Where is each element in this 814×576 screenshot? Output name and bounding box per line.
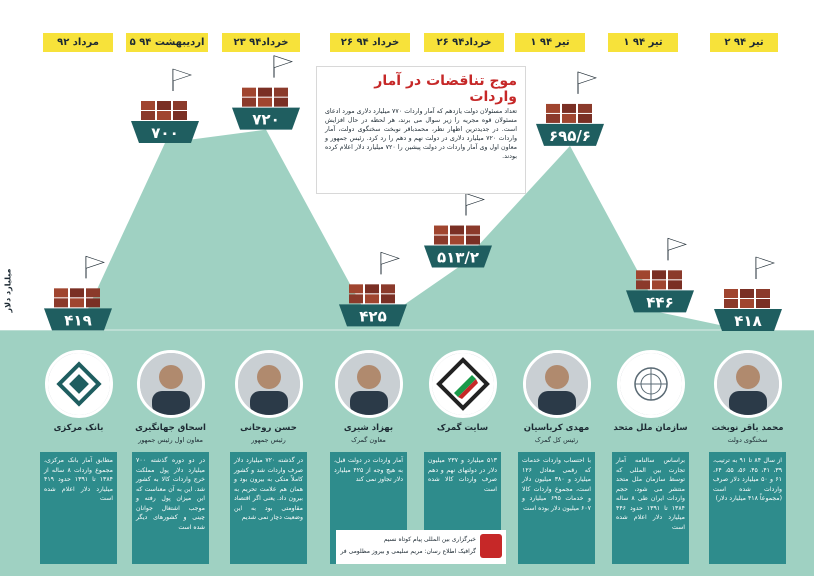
source-statement: در دو دوره گذشته ۷۰۰ میلیارد دلار پول مملکت خرج واردات کالا به کشور شد. این به آن معناست که این میزان پول رفته و موجب اشتغال جوانان چینی و کشورهای دیگر شده است	[132, 452, 209, 564]
flag-icon	[466, 194, 484, 206]
ship-value-label: ۷۰۰	[151, 124, 179, 142]
credit-line-1: خبرگزاری بین المللی پیام کوتاه نسیم	[383, 536, 476, 543]
source-column	[709, 350, 786, 566]
date-tag: مرداد ۹۲	[43, 33, 113, 52]
portrait-icon	[523, 350, 591, 418]
source-column	[132, 350, 209, 566]
cargo-container	[578, 104, 592, 113]
cargo-container	[349, 294, 363, 303]
ship-mark	[536, 72, 604, 146]
ship-mark	[626, 238, 694, 312]
flag-icon	[274, 56, 292, 68]
ship-value-label: ۵۱۳/۲	[436, 248, 480, 267]
portrait-icon	[235, 350, 303, 418]
cargo-container	[434, 226, 448, 235]
cargo-container	[636, 280, 650, 289]
source-column	[612, 350, 689, 566]
ship-value-label: ۷۲۰	[252, 110, 280, 129]
cargo-container	[652, 280, 666, 289]
cargo-container	[381, 284, 395, 293]
page-title: موج تناقضات در آمار واردات	[374, 73, 517, 105]
source-name: بهزاد شیری	[343, 423, 394, 433]
source-name: محمد باقر نوبخت	[711, 423, 784, 433]
portrait-icon	[137, 350, 205, 418]
cargo-container	[466, 226, 480, 235]
date-tag: ۵ اردیبهشت ۹۴	[126, 33, 208, 52]
cargo-container	[450, 236, 464, 245]
source-column	[230, 350, 307, 566]
cargo-container	[242, 88, 256, 97]
cargo-container	[636, 270, 650, 279]
flag-icon	[173, 69, 191, 81]
intro-text: تعداد مسئولان دولت یازدهم که آمار واردات ۷۷۰ میلیارد دلاری مورد ادعای مسئولان قوه مجریه را زیر سوال می برند، هر لحظه در حال افزایش است. در جدیدترین اظهار نظر، محمدباقر نوبخت سخنگوی دولت، آمار واردات ۷۲۰ میلیارد دلاری در دولت نهم و دهم را رد کرد. رئیس جمهور و معاون اول وی آمار واردات در دولت پیشین را ۷۲۰ میلیارد دلار اعلام کرده بودند.	[325, 108, 517, 160]
ship-value-label: ۴۲۵	[359, 307, 387, 326]
cargo-container	[365, 294, 379, 303]
date-tag: ۱ تیر ۹۴	[608, 33, 678, 52]
cargo-container	[546, 114, 560, 123]
cargo-container	[54, 288, 68, 297]
credit-box	[336, 530, 506, 564]
cargo-container	[652, 270, 666, 279]
ship-mark	[131, 69, 199, 143]
cargo-container	[258, 98, 272, 107]
source-name: اسحاق جهانگیری	[135, 423, 206, 433]
ship-value-label: ۴۱۸	[734, 312, 762, 330]
flag-icon	[578, 72, 596, 84]
cargo-container	[258, 88, 272, 97]
cargo-container	[381, 294, 395, 303]
ship-value-label: ۴۴۶	[646, 293, 674, 312]
cargo-container	[70, 298, 84, 307]
source-name: مهدی کرباسیان	[523, 423, 590, 433]
cargo-container	[141, 101, 155, 110]
source-name: بانک مرکزی	[53, 423, 104, 433]
flag-icon	[381, 252, 399, 264]
cargo-container	[756, 289, 770, 298]
cargo-container	[173, 111, 187, 120]
cargo-container	[740, 299, 754, 308]
date-tag: ۲۳ خرداد۹۴	[222, 33, 300, 52]
cargo-container	[157, 111, 171, 120]
cargo-container	[668, 270, 682, 279]
cargo-container	[54, 298, 68, 307]
cargo-container	[365, 284, 379, 293]
cargo-container	[740, 289, 754, 298]
date-tag: ۲۶ خرداد ۹۴	[330, 33, 410, 52]
source-role: رئیس جمهور	[251, 436, 286, 444]
cargo-container	[562, 114, 576, 123]
cargo-container	[434, 236, 448, 245]
source-statement: ۵۱۳ میلیارد و ۲۳۷ میلیون دلار در دولتهای نهم و دهم صرف واردات کالا شده است	[424, 452, 501, 564]
source-statement: آمار واردات در دولت قبل، به هیچ وجه از ۴۲۵ میلیارد دلار تجاوز نمی کند	[330, 452, 407, 564]
source-column	[40, 350, 117, 566]
source-name: حسن روحانی	[240, 423, 297, 433]
customs-logo-icon	[429, 350, 497, 418]
cargo-container	[724, 299, 738, 308]
cargo-container	[157, 101, 171, 110]
agency-logo-icon	[480, 534, 502, 558]
cargo-container	[546, 104, 560, 113]
cargo-container	[724, 289, 738, 298]
source-statement: از سال ۸۴ تا ۹۱ به ترتیب، ۳۹، ۴۱، ۴۵، ۵۶، ۵۵، ۶۴، ۶۱ و ۵۰ میلیارد دلار صرف واردات شده است (مجموعاً ۴۱۸ میلیارد دلار)	[709, 452, 786, 564]
portrait-icon	[335, 350, 403, 418]
cargo-container	[562, 104, 576, 113]
cargo-container	[173, 101, 187, 110]
ship-value-label: ۴۱۹	[64, 311, 92, 330]
central-bank-logo-icon	[45, 350, 113, 418]
source-role: سخنگوی دولت	[727, 436, 768, 444]
flag-icon	[668, 238, 686, 250]
cargo-container	[242, 98, 256, 107]
cargo-container	[70, 288, 84, 297]
cargo-container	[141, 111, 155, 120]
flag-icon	[756, 257, 774, 269]
ship-mark	[424, 194, 492, 268]
cargo-container	[274, 98, 288, 107]
unit-label: میلیارد دلار	[3, 268, 13, 313]
ship-mark	[339, 252, 407, 326]
cargo-container	[450, 226, 464, 235]
cargo-container	[668, 280, 682, 289]
cargo-container	[274, 88, 288, 97]
cargo-container	[466, 236, 480, 245]
source-statement: در گذشته ۷۲۰ میلیارد دلار صرف واردات شد و کشور کاملاً متکی به بیرون بود و همان هم علامت تحریم به بیرون داد. یعنی اگر اقتصاد مقاومتی بود به این وضعیت دچار نمی شدیم	[230, 452, 307, 564]
source-role: معاون گمرک	[351, 436, 386, 444]
date-tag: ۲ تیر ۹۴	[710, 33, 778, 52]
portrait-icon	[714, 350, 782, 418]
source-column	[518, 350, 595, 566]
source-statement: مطابق آمار بانک مرکزی، مجموع واردات ۸ ساله از ۱۳۸۴ تا ۱۳۹۱ حدود ۴۱۹ میلیارد دلار اعلام شده است	[40, 452, 117, 564]
cargo-container	[349, 284, 363, 293]
source-role: رئیس کل گمرک	[534, 436, 579, 444]
date-tag: ۱ تیر ۹۴	[515, 33, 585, 52]
source-statement: با احتساب واردات خدمات که رقمی معادل ۱۲۶ میلیارد و ۳۸۰ میلیون دلار است، مجموع واردات کالا و خدمات ۶۹۵ میلیارد و ۶۰۷ میلیون دلار بوده است	[518, 452, 595, 564]
source-statement: براساس سالنامه آمار تجارت بین المللی که توسط سازمان ملل متحد منتشر می شود، حجم واردات ایران طی ۸ ساله ۱۳۸۴ تا ۱۳۹۱ حدود ۴۴۶ میلیارد دلار اعلام شده است	[612, 452, 689, 564]
date-tag: ۲۶ خرداد۹۴	[424, 33, 504, 52]
cargo-container	[578, 114, 592, 123]
credit-line-2: گرافیک اطلاع رسان: مریم سلیمی و بیروز مظلومی فر	[340, 548, 476, 555]
source-name: سایت گمرک	[436, 423, 489, 433]
source-role: معاون اول رئیس جمهور	[138, 436, 203, 444]
flag-icon	[86, 256, 104, 268]
un-logo-icon	[617, 350, 685, 418]
cargo-container	[86, 288, 100, 297]
ship-value-label: ۶۹۵/۶	[548, 126, 592, 145]
title-box	[316, 66, 526, 194]
ship-mark	[714, 257, 782, 331]
source-name: سازمان ملل متحد	[613, 423, 688, 433]
ship-mark	[232, 56, 300, 130]
cargo-container	[86, 298, 100, 307]
cargo-container	[756, 299, 770, 308]
